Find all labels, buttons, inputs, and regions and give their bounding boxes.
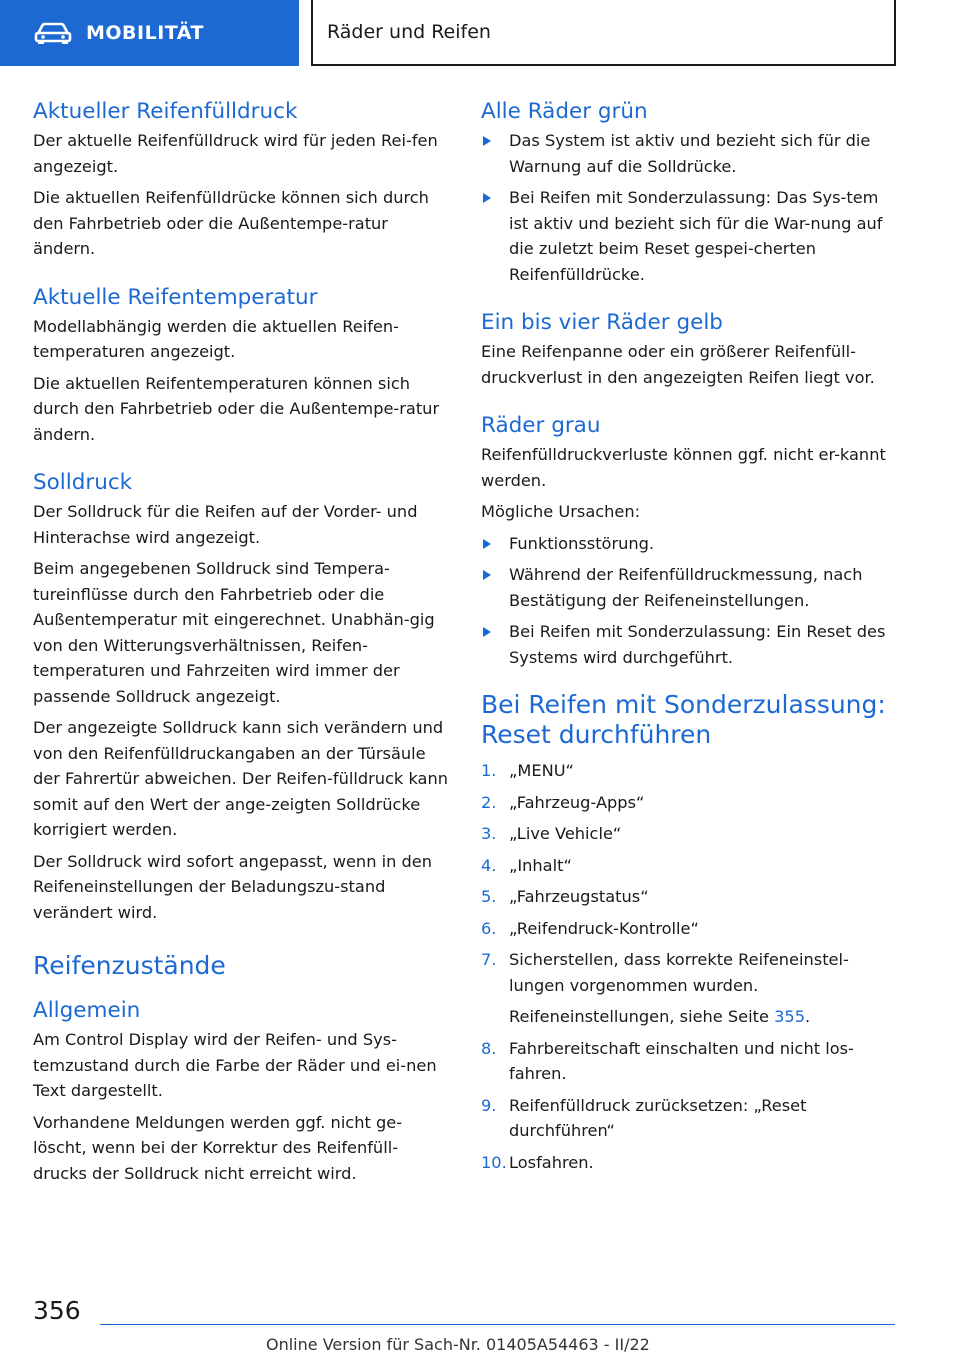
triangle-bullet-icon <box>483 193 491 203</box>
heading-all-green: Alle Räder grün <box>481 99 648 124</box>
paragraph: Der angezeigte Solldruck kann sich verändern und von den Reifenfülldruckangaben an der Türsäule der Fahrertür abweichen. Der Reifen-fülldruck kann somit auf den Wert der ange-zeigten Solldrücke korrigiert werden. <box>33 718 448 839</box>
triangle-bullet-icon <box>483 136 491 146</box>
chapter-title: Räder und Reifen <box>327 21 491 43</box>
chapter-header <box>311 0 896 66</box>
section-label: MOBILITÄT <box>86 22 204 44</box>
step-item: 3. „Live Vehicle“ <box>481 824 622 843</box>
heading-current-pressure: Aktueller Reifenfülldruck <box>33 99 298 124</box>
step-item: 4. „Inhalt“ <box>481 855 572 875</box>
paragraph: Der Solldruck für die Reifen auf der Vorder- und Hinterachse wird angezeigt. <box>33 502 418 547</box>
bullet-list-green <box>481 128 901 287</box>
paragraph: Die aktuellen Reifenfülldrücke können sich durch den Fahrbetrieb oder die Außentempe-ratur ändern. <box>33 188 429 258</box>
bullet-list-grey <box>481 531 901 671</box>
footer-divider <box>100 1324 895 1325</box>
page-reference-link[interactable]: 355 <box>774 1007 805 1026</box>
step-item: 5. „Fahrzeugstatus“ <box>481 887 649 906</box>
heading-target-pressure: Solldruck <box>33 470 133 495</box>
paragraph: Mögliche Ursachen: <box>481 502 641 521</box>
triangle-bullet-icon <box>483 627 491 637</box>
list-item: Bei Reifen mit Sonderzulassung: Ein Reset des Systems wird durchgeführt. <box>481 619 901 670</box>
heading-reset: Bei Reifen mit Sonderzulassung: Reset durchführen <box>481 690 886 749</box>
reset-steps-list <box>481 758 901 1175</box>
heading-yellow: Ein bis vier Räder gelb <box>481 310 723 335</box>
right-column <box>481 96 901 1181</box>
triangle-bullet-icon <box>483 539 491 549</box>
step-item: 1. „MENU“ <box>481 761 574 780</box>
footer-online-version: Online Version für Sach-Nr. 01405A54463 - II/22 <box>266 1335 650 1354</box>
step-item: 2. „Fahrzeug-Apps“ <box>481 792 645 812</box>
step-note: Reifeneinstellungen, siehe Seite 355. <box>509 1007 811 1026</box>
triangle-bullet-icon <box>483 570 491 580</box>
paragraph: Eine Reifenpanne oder ein größerer Reifenfüll-druckverlust in den angezeigten Reifen liegt vor. <box>481 342 875 387</box>
car-icon <box>34 21 72 45</box>
heading-tire-states: Reifenzustände <box>33 951 226 980</box>
step-item: 8. Fahrbereitschaft einschalten und nicht los-fahren. <box>481 1038 854 1083</box>
heading-current-temperature: Aktuelle Reifentemperatur <box>33 284 318 310</box>
heading-general: Allgemein <box>33 998 141 1023</box>
header-section-tab <box>0 0 299 66</box>
paragraph: Am Control Display wird der Reifen- und Sys-temzustand durch die Farbe der Räder und ei-nen Text dargestellt. <box>33 1030 437 1100</box>
paragraph: Beim angegebenen Solldruck sind Tempera-tureinflüsse durch den Fahrbetrieb oder die Außentemperatur mit eingerechnet. Unabhän-gig von den Witterungsverhältnissen, Reifen-temperaturen und Fahrzeiten wird immer der passende Solldruck angezeigt. <box>33 559 435 706</box>
list-item: Bei Reifen mit Sonderzulassung: Das Sys-tem ist aktiv und bezieht sich für die War-nung auf die zuletzt beim Reset gespei-cherten Reifenfülldrücke. <box>481 185 901 287</box>
paragraph: Der Solldruck wird sofort angepasst, wenn in den Reifeneinstellungen der Beladungszu-stand verändert wird. <box>33 851 432 922</box>
paragraph: Reifenfülldruckverluste können ggf. nicht er-kannt werden. <box>481 445 886 490</box>
step-item: 7. Sicherstellen, dass korrekte Reifeneinstel-lungen vorgenommen wurden. Reifeneinstellungen, siehe Seite 355. <box>481 947 901 1030</box>
step-item: 10. Losfahren. <box>481 1152 594 1172</box>
step-item: 9. Reifenfülldruck zurücksetzen: „Reset durchführen“ <box>481 1095 807 1140</box>
paragraph: Modellabhängig werden die aktuellen Reifen-temperaturen angezeigt. <box>33 316 399 361</box>
step-item: 6. „Reifendruck-Kontrolle“ <box>481 918 699 938</box>
heading-grey: Räder grau <box>481 413 601 438</box>
left-column <box>33 96 448 1192</box>
paragraph: Vorhandene Meldungen werden ggf. nicht ge-löscht, wenn bei der Korrektur des Reifenfüll-drucks der Solldruck nicht erreicht wird. <box>33 1112 403 1183</box>
list-item: Funktionsstörung. <box>481 531 901 557</box>
page-number: 356 <box>33 1296 81 1325</box>
list-item: Das System ist aktiv und bezieht sich für die Warnung auf die Solldrücke. <box>481 128 901 179</box>
paragraph: Der aktuelle Reifenfülldruck wird für jeden Rei-fen angezeigt. <box>33 131 438 176</box>
paragraph: Die aktuellen Reifentemperaturen können sich durch den Fahrbetrieb oder die Außentempe-ratur ändern. <box>33 373 440 444</box>
list-item: Während der Reifenfülldruckmessung, nach Bestätigung der Reifeneinstellungen. <box>481 562 901 613</box>
